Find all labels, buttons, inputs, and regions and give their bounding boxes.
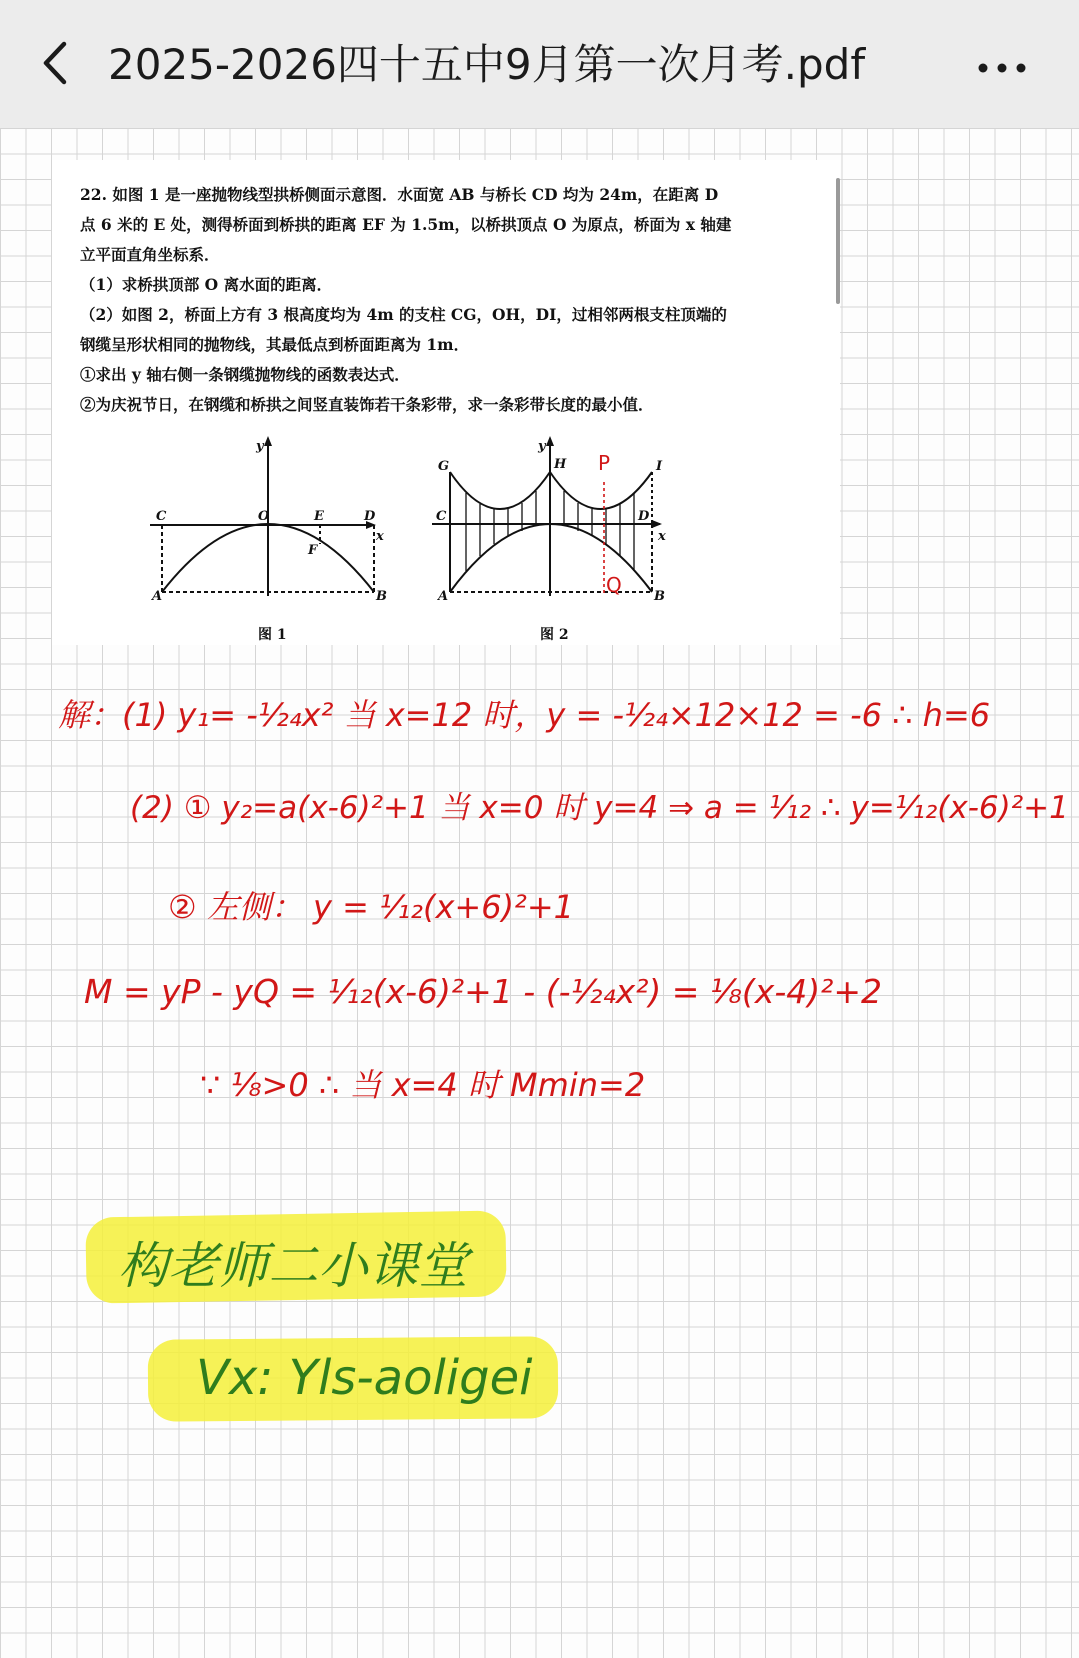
- fig1-label-x: x: [376, 529, 384, 544]
- solution-line-1: 解：(1) y₁= -¹⁄₂₄x² 当 x=12 时，y = -¹⁄₂₄×12×12 = -6 ∴ h=6: [58, 696, 991, 734]
- back-button[interactable]: [30, 38, 80, 88]
- solution-line-2: (2) ① y₂=a(x-6)²+1 当 x=0 时 y=4 ⇒ a = ¹⁄₁₂ ∴ y=¹⁄₁₂(x-6)²+1: [130, 790, 1069, 826]
- fig1-label-f: F: [308, 543, 318, 558]
- fig2-caption: 图 2: [540, 627, 569, 643]
- more-options-button[interactable]: [972, 48, 1032, 88]
- fig1-label-c: C: [156, 509, 167, 524]
- fig2-label-h: H: [554, 457, 567, 472]
- problem-line: ①求出 y 轴右侧一条钢缆抛物线的函数表达式．: [80, 365, 410, 384]
- app-header: [0, 0, 1079, 128]
- watermark-contact: Vx: Yls-aoligei: [196, 1350, 533, 1406]
- fig2-label-b: B: [654, 589, 665, 604]
- fig2-label-y: y: [538, 439, 546, 454]
- solution-line-4: M = yP - yQ = ¹⁄₁₂(x-6)²+1 - (-¹⁄₂₄x²) = ⅛(x-4)²+2: [84, 972, 882, 1011]
- fig1-label-e: E: [314, 509, 324, 524]
- problem-line: ②为庆祝节日，在钢缆和桥拱之间竖直装饰若干条彩带，求一条彩带长度的最小值．: [80, 395, 654, 414]
- figure-2-diagram: [430, 436, 670, 606]
- fig2-label-q: Q: [606, 573, 622, 597]
- problem-line: 点 6 米的 E 处，测得桥面到桥拱的距离 EF 为 1.5m，以桥拱顶点 O 为原点，桥面为 x 轴建: [80, 215, 732, 234]
- solution-line-3: ② 左侧： y = ¹⁄₁₂(x+6)²+1: [168, 888, 575, 926]
- problem-line: 钢缆呈形状相同的抛物线，其最低点到桥面距离为 1m．: [80, 335, 470, 354]
- more-horizontal-icon: [977, 62, 1027, 74]
- fig1-caption: 图 1: [258, 627, 287, 643]
- problem-line: 立平面直角坐标系．: [80, 245, 220, 264]
- fig2-label-p: P: [598, 451, 611, 475]
- fig1-label-b: B: [376, 589, 387, 604]
- fig2-label-d: D: [638, 509, 650, 524]
- fig1-label-a: A: [152, 589, 163, 604]
- fig2-label-g: G: [438, 459, 450, 474]
- fig2-label-i: I: [656, 459, 663, 474]
- chevron-left-icon: [40, 40, 70, 86]
- scrollbar[interactable]: [836, 178, 840, 304]
- fig1-label-y: y: [256, 439, 264, 454]
- problem-line: 22. 如图 1 是一座抛物线型拱桥侧面示意图．水面宽 AB 与桥长 CD 均为 24m，在距离 D: [80, 185, 719, 204]
- document-title: 2025-2026四十五中9月第一次月考.pdf: [108, 40, 866, 89]
- problem-text: [80, 180, 825, 420]
- problem-line: （1）求桥拱顶部 O 离水面的距离．: [80, 275, 333, 294]
- fig2-label-x: x: [658, 529, 666, 544]
- problem-line: （2）如图 2，桥面上方有 3 根高度均为 4m 的支柱 CG，OH，DI，过相邻两根支柱顶端的: [80, 305, 727, 324]
- fig2-label-c: C: [436, 509, 447, 524]
- figure-1-diagram: [140, 436, 390, 606]
- watermark-name: 构老师二小课堂: [118, 1237, 468, 1295]
- fig1-label-o: O: [258, 509, 270, 524]
- solution-line-5: ∵ ⅛>0 ∴ 当 x=4 时 Mmin=2: [200, 1066, 646, 1104]
- fig2-label-a: A: [438, 589, 449, 604]
- fig1-label-d: D: [364, 509, 376, 524]
